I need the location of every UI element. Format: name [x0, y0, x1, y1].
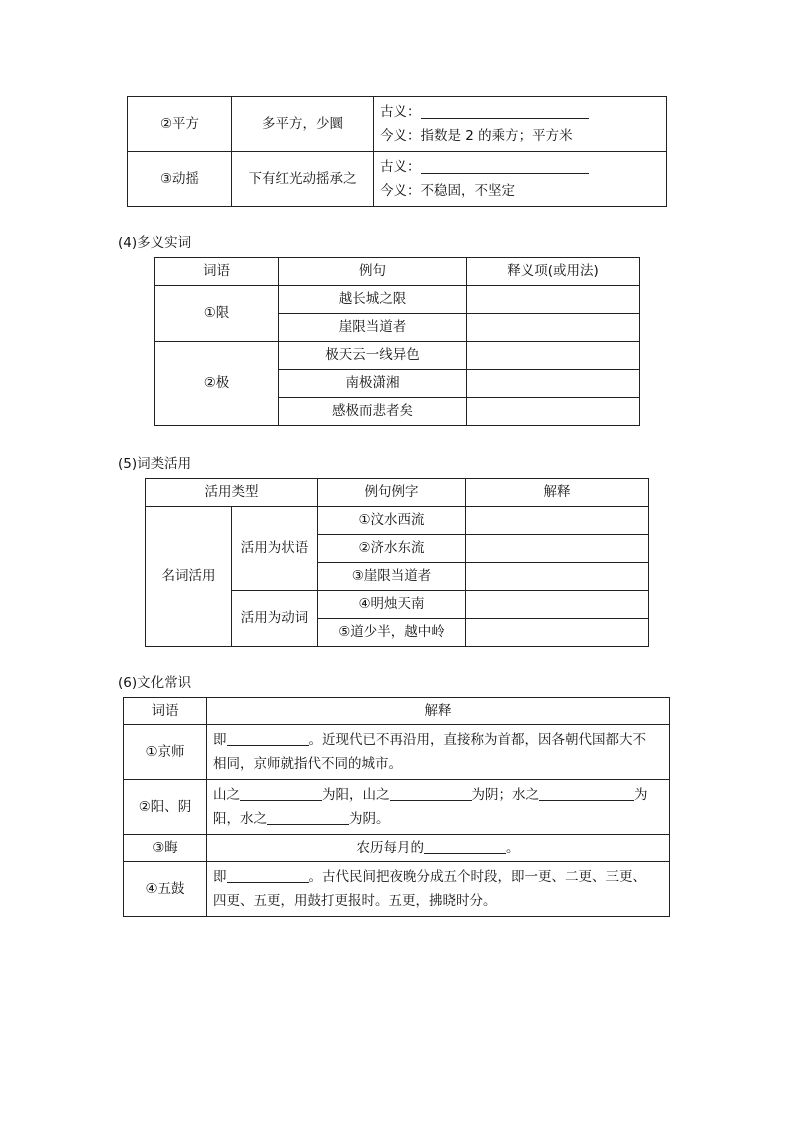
usage-type-cell: 活用为状语 — [232, 507, 318, 591]
example-cell: 崖限当道者 — [279, 314, 467, 342]
table-row — [124, 862, 670, 917]
word-cell: ②极 — [155, 342, 279, 426]
header-cell: 词语 — [124, 698, 207, 725]
example-cell: ③崖限当道者 — [318, 563, 466, 591]
table-row — [128, 152, 667, 207]
text: 为阴；水之 — [471, 787, 539, 804]
text: 为 — [634, 787, 648, 804]
example-cell: 南极潇湘 — [279, 370, 467, 398]
explanation-cell — [207, 835, 670, 862]
answer-cell[interactable] — [466, 619, 649, 647]
text: 相同，京师就指代不同的城市。 — [213, 755, 402, 772]
text: 即 — [213, 732, 227, 749]
explanation-cell — [207, 862, 670, 917]
text: 。 — [506, 839, 520, 856]
modern-meaning: 今义：指数是 2 的乘方；平方米 — [380, 128, 573, 144]
word-cell: ②阳、阴 — [124, 780, 207, 835]
word-cell: ④五鼓 — [124, 862, 207, 917]
answer-blank[interactable] — [421, 105, 589, 120]
meaning-cell — [374, 97, 667, 152]
example-cell: 极天云一线异色 — [279, 342, 467, 370]
text: 山之 — [213, 787, 240, 804]
answer-blank[interactable] — [227, 732, 309, 747]
category-cell: 名词活用 — [146, 507, 232, 647]
answer-cell[interactable] — [466, 535, 649, 563]
answer-cell[interactable] — [467, 370, 640, 398]
meaning-cell — [374, 152, 667, 207]
answer-blank[interactable] — [421, 160, 589, 175]
ancient-label: 古义： — [380, 158, 421, 175]
example-cell: ②济水东流 — [318, 535, 466, 563]
answer-cell[interactable] — [466, 591, 649, 619]
answer-blank[interactable] — [424, 839, 506, 854]
header-cell: 例句例字 — [318, 479, 466, 507]
explanation-cell — [207, 725, 670, 780]
ancient-modern-meaning-table — [127, 96, 667, 207]
answer-cell[interactable] — [467, 286, 640, 314]
text: 阳，水之 — [213, 810, 267, 827]
header-cell: 词语 — [155, 258, 279, 286]
answer-cell[interactable] — [467, 342, 640, 370]
usage-type-cell: 活用为动词 — [232, 591, 318, 647]
header-cell: 解释 — [466, 479, 649, 507]
word-cell: ③晦 — [124, 835, 207, 862]
text: 四更、五更，用鼓打更报时。五更，拂晓时分。 — [213, 892, 497, 909]
cultural-knowledge-table — [123, 697, 670, 917]
word-cell: ①京师 — [124, 725, 207, 780]
text: 为阴。 — [349, 810, 390, 827]
table-row — [155, 342, 640, 370]
modern-meaning: 今义：不稳固，不坚定 — [380, 183, 515, 199]
word-cell: ②平方 — [128, 97, 232, 152]
answer-blank[interactable] — [539, 787, 634, 802]
table-row — [155, 286, 640, 314]
table-row — [124, 835, 670, 862]
polysemy-table — [154, 257, 640, 426]
word-cell: ③动摇 — [128, 152, 232, 207]
answer-cell[interactable] — [466, 507, 649, 535]
answer-blank[interactable] — [267, 810, 349, 825]
section-4-title: (4)多义实词 — [118, 235, 192, 251]
text: 。古代民间把夜晚分成五个时段，即一更、二更、三更、 — [308, 869, 646, 886]
example-cell: ⑤道少半，越中岭 — [318, 619, 466, 647]
table-row — [128, 97, 667, 152]
text: 为阳，山之 — [322, 787, 390, 804]
answer-blank[interactable] — [240, 787, 322, 802]
section-6-title: (6)文化常识 — [118, 675, 192, 691]
text: 农历每月的 — [356, 839, 424, 856]
ancient-label: 古义： — [380, 103, 421, 120]
example-cell: 感极而悲者矣 — [279, 398, 467, 426]
word-class-usage-table — [145, 478, 649, 647]
text: 。近现代已不再沿用，直接称为首都，因各朝代国都大不 — [308, 732, 646, 749]
example-cell: 下有红光动摇承之 — [232, 152, 374, 207]
word-cell: ①限 — [155, 286, 279, 342]
example-cell: ④明烛天南 — [318, 591, 466, 619]
example-cell: 多平方，少圜 — [232, 97, 374, 152]
table-row — [146, 507, 649, 535]
explanation-cell — [207, 780, 670, 835]
example-cell: 越长城之限 — [279, 286, 467, 314]
section-5-title: (5)词类活用 — [118, 456, 192, 472]
example-cell: ①汶水西流 — [318, 507, 466, 535]
text: 即 — [213, 869, 227, 886]
table-row — [124, 780, 670, 835]
header-cell: 释义项(或用法) — [467, 258, 640, 286]
answer-cell[interactable] — [466, 563, 649, 591]
header-cell: 活用类型 — [146, 479, 318, 507]
answer-cell[interactable] — [467, 398, 640, 426]
answer-blank[interactable] — [390, 787, 472, 802]
answer-blank[interactable] — [227, 869, 309, 884]
header-cell: 解释 — [207, 698, 670, 725]
table-row — [124, 725, 670, 780]
header-cell: 例句 — [279, 258, 467, 286]
answer-cell[interactable] — [467, 314, 640, 342]
